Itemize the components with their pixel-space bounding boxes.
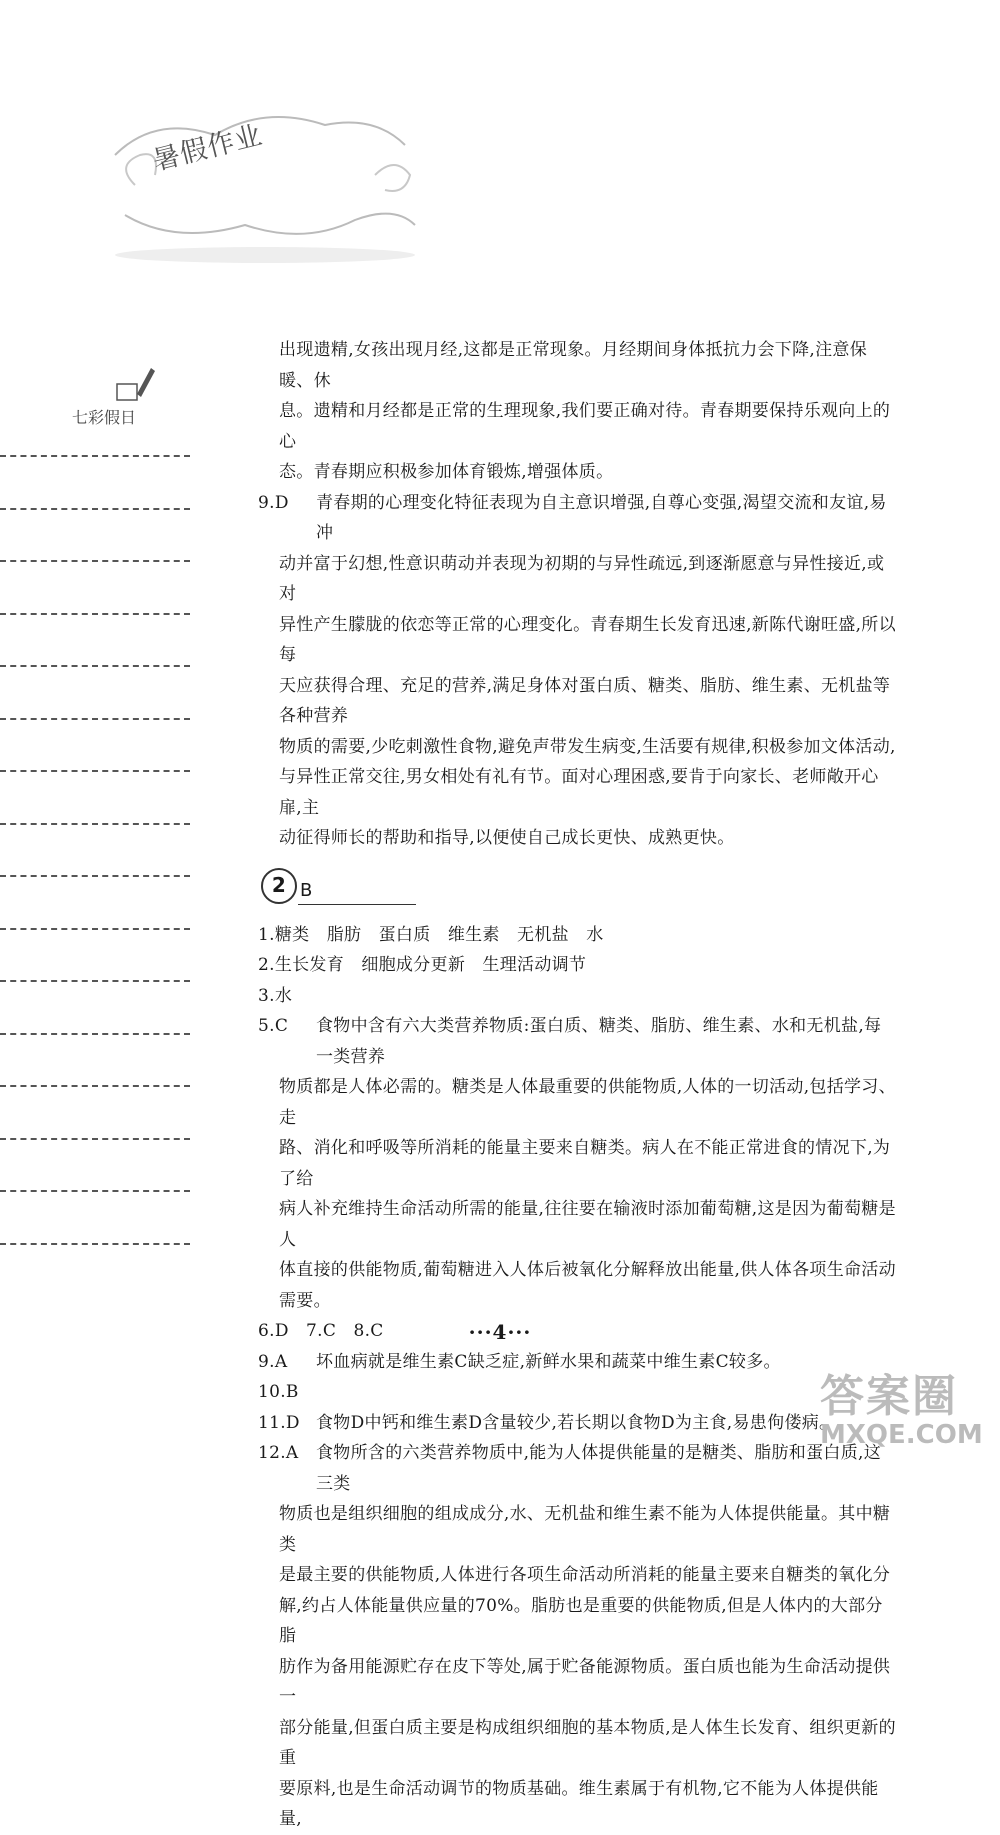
note-line <box>0 823 190 825</box>
continuation-line: 息。遗精和月经都是正常的生理现象,我们要正确对待。青春期要保持乐观向上的心 <box>279 401 891 452</box>
section-number: 2 <box>261 868 297 904</box>
note-line <box>0 1085 190 1087</box>
watermark-logo <box>820 1360 990 1460</box>
continuation-line: 出现遗精,女孩出现月经,这都是正常现象。月经期间身体抵抗力会下降,注意保暖、休 <box>279 340 868 391</box>
item-line: 解,约占人体能量供应量的70%。脂肪也是重要的供能物质,但是人体内的大部分脂 <box>279 1595 883 1646</box>
note-line <box>0 613 190 615</box>
answer-content <box>258 335 898 1835</box>
item-line: 要原料,也是生命活动调节的物质基础。维生素属于有机物,它不能为人体提供能量, <box>279 1778 879 1829</box>
item-line: 部分能量,但蛋白质主要是构成组织细胞的基本物质,是人体生长发育、组织更新的重 <box>279 1717 896 1768</box>
note-lines <box>0 455 195 1295</box>
note-line <box>0 455 190 457</box>
item-line: 坏血病就是维生素C缺乏症,新鲜水果和蔬菜中维生素C较多。 <box>316 1351 781 1372</box>
item-line: 动并富于幻想,性意识萌动并表现为初期的与异性疏远,到逐渐愿意与异性接近,或对 <box>279 553 885 604</box>
note-line <box>0 1190 190 1192</box>
item-line: 食物D中钙和维生素D含量较少,若长期以食物D为主食,易患佝偻病。 <box>316 1412 837 1433</box>
page-number: ···4··· <box>468 1320 532 1344</box>
item-line: 异性产生朦胧的依恋等正常的心理变化。青春期生长发育迅速,新陈代谢旺盛,所以每 <box>279 614 896 665</box>
answer-line: 2.生长发育 细胞成分更新 生理活动调节 <box>258 955 587 975</box>
item-number: 9.D <box>258 492 289 513</box>
item-line: 物质的需要,少吃刺激性食物,避免声带发生病变,生活要有规律,积极参加文体活动, <box>279 736 896 757</box>
item-line: 需要。 <box>279 1290 331 1311</box>
item-line: 路、消化和呼吸等所消耗的能量主要来自糖类。病人在不能正常进食的情况下,为了给 <box>279 1138 891 1189</box>
continuation-line: 态。青春期应积极参加体育锻炼,增强体质。 <box>279 462 614 482</box>
answer-item <box>258 1408 898 1439</box>
section-letter: B <box>300 879 313 901</box>
pen-icon <box>115 362 160 404</box>
note-line <box>0 1033 190 1035</box>
item-number: 5.C <box>258 1016 289 1036</box>
item-number: 12.A <box>258 1443 299 1463</box>
note-line <box>0 560 190 562</box>
note-line <box>0 1243 190 1245</box>
header-title: 暑假作业 <box>149 119 266 177</box>
note-line <box>0 508 190 510</box>
item-line: 肪作为备用能源贮存在皮下等处,属于贮备能源物质。蛋白质也能为生命活动提供一 <box>279 1656 891 1707</box>
item-line: 食物中含有六大类营养物质:蛋白质、糖类、脂肪、维生素、水和无机盐,每一类营养 <box>316 1016 882 1067</box>
item-line: 病人补充维持生命活动所需的能量,往往要在输液时添加葡萄糖,这是因为葡萄糖是人 <box>279 1199 896 1250</box>
answer-line: 10.B <box>258 1382 299 1402</box>
answer-item <box>258 488 898 549</box>
watermark-main: 答案圈 <box>820 1371 958 1422</box>
watermark-sub: MXQE.COM <box>820 1420 983 1450</box>
answer-item <box>258 1011 898 1072</box>
answer-line: 1.糖类 脂肪 蛋白质 维生素 无机盐 水 <box>258 924 604 945</box>
item-line: 物质也是组织细胞的组成成分,水、无机盐和维生素不能为人体提供能量。其中糖类 <box>279 1504 891 1555</box>
item-line: 食物所含的六类营养物质中,能为人体提供能量的是糖类、脂肪和蛋白质,这三类 <box>316 1443 882 1494</box>
item-line: 天应获得合理、充足的营养,满足身体对蛋白质、糖类、脂肪、维生素、无机盐等各种营养 <box>279 675 891 726</box>
sidebar-label: 七彩假日 <box>72 408 137 427</box>
note-line <box>0 718 190 720</box>
note-line <box>0 875 190 877</box>
item-line: 是最主要的供能物质,人体进行各项生命活动所消耗的能量主要来自糖类的氧化分 <box>279 1565 891 1585</box>
item-line: 与异性正常交往,男女相处有礼有节。面对心理困惑,要肯于向家长、老师敞开心扉,主 <box>279 767 879 818</box>
item-line: 动征得师长的帮助和指导,以便使自己成长更快、成熟更快。 <box>279 828 735 848</box>
item-number: 11.D <box>258 1412 300 1433</box>
answer-line: 6.D 7.C 8.C <box>258 1321 384 1341</box>
section-header <box>258 868 898 912</box>
note-line <box>0 928 190 930</box>
item-number: 9.A <box>258 1351 288 1372</box>
section-underline <box>298 904 416 905</box>
note-line <box>0 1138 190 1140</box>
note-line <box>0 980 190 982</box>
item-line: 青春期的心理变化特征表现为自主意识增强,自尊心变强,渴望交流和友谊,易冲 <box>316 492 887 543</box>
header-ornament <box>95 95 425 265</box>
item-line: 物质都是人体必需的。糖类是人体最重要的供能物质,人体的一切活动,包括学习、走 <box>279 1077 896 1128</box>
note-line <box>0 770 190 772</box>
item-line: 体直接的供能物质,葡萄糖进入人体后被氧化分解释放出能量,供人体各项生命活动 <box>279 1260 896 1280</box>
answer-item <box>258 1347 898 1378</box>
answer-item <box>258 1438 898 1499</box>
answer-line: 3.水 <box>258 985 293 1006</box>
note-line <box>0 665 190 667</box>
